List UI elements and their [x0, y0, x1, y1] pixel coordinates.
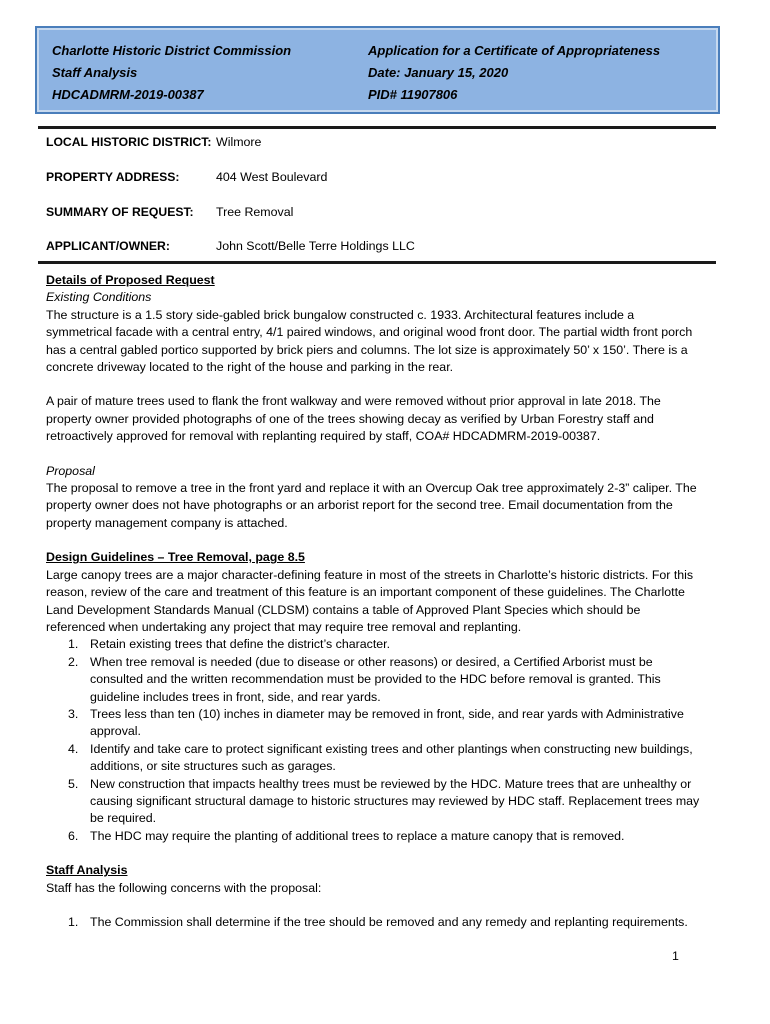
list-item: 5. New construction that impacts healthy trees must be reviewed by the HDC. Mature trees that are unhealthy or causing significant structural damage to historic structures may reviewed by HDC staff. Replacement trees may be required. — [68, 776, 700, 826]
list-item: 4. Identify and take care to protect significant existing trees and other plantings when constructing new buildings, additions, or site structures such as garages. — [68, 741, 693, 774]
guidelines-intro: Large canopy trees are a major character-defining feature in most of the streets in Charlotte’s historic districts. For this reason, review of the care and treatment of this feature is an important component of these guidelines. The Charlotte Land Development Standards Manual (CLDSM) contains a table of Approved Plant Species which should be referenced when undertaking any project that may require tree removal and replanting. — [46, 567, 694, 634]
case-number: HDCADMRM-2019-00387 — [52, 87, 204, 102]
existing-conditions-paragraph: The structure is a 1.5 story side-gabled brick bungalow constructed c. 1933. Architectural features include a symmetrical facade with a central entry, 4/1 paired windows, and original wood front door. The partial width front porch has a central gabled portico supported by brick piers and columns. The lot size is approximately 50’ x 150’. There is a concrete driveway located to the right of the house and parking in the rear. — [46, 307, 693, 375]
guidelines-heading: Design Guidelines – Tree Removal, page 8.5 — [46, 550, 305, 565]
header-box — [35, 26, 720, 114]
info-label: APPLICANT/OWNER: — [46, 239, 170, 253]
list-item: 6. The HDC may require the planting of additional trees to replace a mature canopy that is removed. — [68, 828, 625, 843]
header-left — [52, 40, 291, 106]
proposal-paragraph: The proposal to remove a tree in the front yard and replace it with an Overcup Oak tree approximately 2-3” caliper. The property owner does not have photographs or an arborist report for the second tree. Email documentation from the property management company is attached. — [46, 481, 697, 530]
application-date: Date: January 15, 2020 — [368, 65, 509, 80]
info-value: John Scott/Belle Terre Holdings LLC — [216, 239, 415, 253]
page-number: 1 — [672, 949, 679, 963]
list-item: 3. Trees less than ten (10) inches in diameter may be removed in front, side, and rear yards with Administrative approval. — [68, 706, 684, 739]
list-item: 2. When tree removal is needed (due to disease or other reasons) or desired, a Certified Arborist must be consulted and the written recommendation must be provided to the HDC before removal is granted. This guideline includes trees in front, side, and rear yards. — [68, 654, 661, 704]
document-body — [46, 272, 702, 931]
staff-analysis-heading: Staff Analysis — [46, 863, 128, 878]
pid-number: PID# 11907806 — [368, 87, 458, 102]
info-value: 404 West Boulevard — [216, 170, 328, 184]
commission-name: Charlotte Historic District Commission — [52, 43, 292, 58]
existing-conditions-heading: Existing Conditions — [46, 290, 152, 305]
details-heading: Details of Proposed Request — [46, 273, 215, 287]
info-label: LOCAL HISTORIC DISTRICT: — [46, 135, 212, 149]
header-right — [368, 40, 660, 106]
info-value: Tree Removal — [216, 205, 294, 219]
staff-analysis-intro: Staff has the following concerns with the proposal: — [46, 880, 322, 895]
list-item: 1. Retain existing trees that define the district’s character. — [68, 637, 391, 652]
info-label: PROPERTY ADDRESS: — [46, 170, 180, 184]
divider-bottom — [38, 261, 716, 264]
info-value: Wilmore — [216, 135, 262, 149]
divider-top — [38, 126, 716, 129]
application-title: Application for a Certificate of Appropriateness — [368, 43, 661, 58]
list-item: 1. The Commission shall determine if the tree should be removed and any remedy and replanting requirements. — [68, 915, 688, 929]
info-label: SUMMARY OF REQUEST: — [46, 205, 194, 219]
proposal-heading: Proposal — [46, 463, 95, 478]
guidelines-list — [46, 636, 702, 845]
analysis-list — [46, 914, 702, 931]
tree-removal-paragraph: A pair of mature trees used to flank the front walkway and were removed without prior approval in late 2018. The property owner provided photographs of one of the trees showing decay as verified by Urban Forestry staff and retroactively approved for removal with replanting required by staff, COA# HDCADMRM-2019-00387. — [46, 394, 661, 444]
document-type: Staff Analysis — [52, 65, 138, 80]
